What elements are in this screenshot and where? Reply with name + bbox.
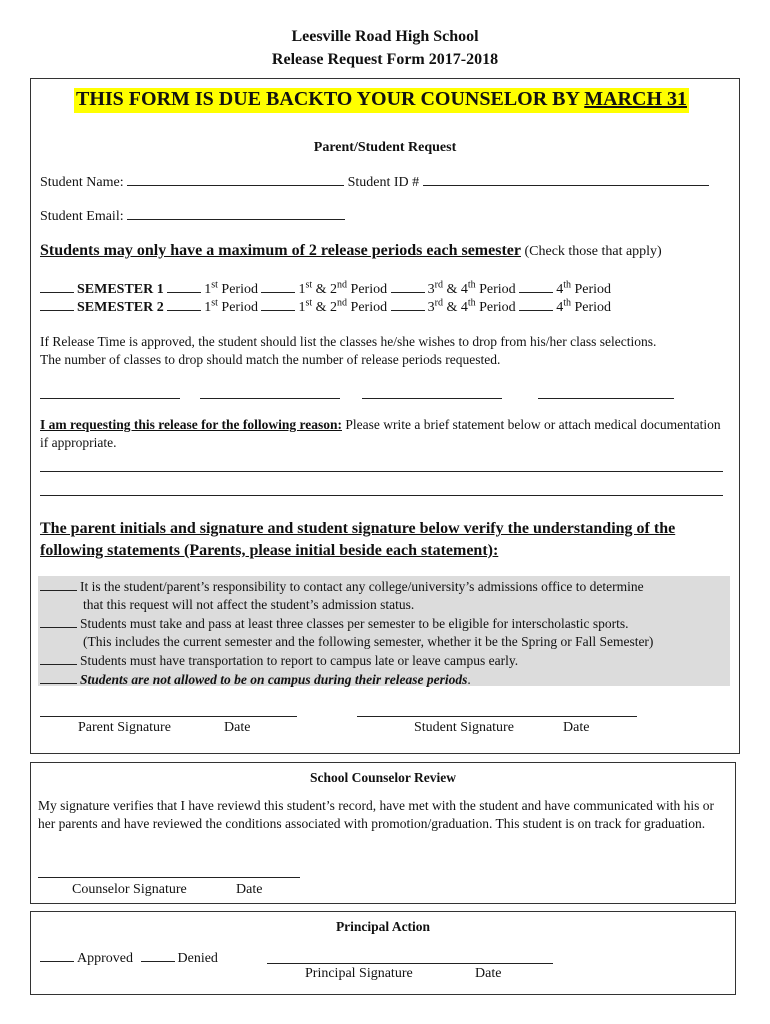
release-time-note: If Release Time is approved, the student should list the classes he/she wishes to drop from his/her class selections. The number of classes to drop should match the number of release periods requested. — [40, 334, 657, 367]
semester-2-check[interactable] — [40, 297, 74, 311]
student-email-label: Student Email: — [40, 209, 124, 224]
principal-decision-row — [40, 948, 218, 967]
counselor-signature-field[interactable] — [38, 876, 300, 878]
statement-4: Students are not allowed to be on campus during their release periods. — [40, 670, 730, 689]
statement-4-initials[interactable] — [40, 670, 77, 684]
semester-1-label: SEMESTER 1 — [77, 282, 164, 297]
class-drop-field-2[interactable] — [200, 397, 340, 399]
student-signature-label: Student Signature — [414, 720, 514, 735]
semester-2-period-12-check[interactable] — [261, 297, 295, 311]
statement-3-initials[interactable] — [40, 651, 77, 665]
semester-2-period-34-check[interactable] — [391, 297, 425, 311]
student-name-field[interactable] — [127, 171, 344, 186]
class-drop-field-1[interactable] — [40, 397, 180, 399]
reason-block — [40, 416, 730, 452]
statement-1-cont: that this request will not affect the student’s admission status. — [83, 597, 415, 612]
statement-2: Students must take and pass at least three classes per semester to be eligible for interscholastic sports. — [40, 614, 730, 633]
request-section-title: Parent/Student Request — [313, 140, 457, 155]
periods-heading: Students may only have a maximum of 2 release periods each semester — [40, 242, 521, 259]
semester-1-check[interactable] — [40, 279, 74, 293]
student-signature-field[interactable] — [357, 715, 637, 717]
statement-2-initials[interactable] — [40, 614, 77, 628]
period-34-label: 3rd & 4th Period — [427, 297, 516, 315]
class-drop-field-4[interactable] — [538, 397, 674, 399]
semester-1-period-34-check[interactable] — [391, 279, 425, 293]
school-name: Leesville Road High School — [291, 28, 479, 45]
semester-1-period-12-check[interactable] — [261, 279, 295, 293]
due-banner — [74, 88, 689, 113]
reason-instructions: Please write a brief statement below or attach medical documentation if appropriate. — [40, 417, 721, 450]
periods-heading-row — [40, 242, 662, 260]
semester-1-period-4-check[interactable] — [519, 279, 553, 293]
semester-1-period-1-check[interactable] — [167, 279, 201, 293]
banner-deadline: MARCH 31 — [584, 88, 687, 110]
student-name-row — [40, 171, 709, 191]
statement-2-cont: (This includes the current semester and the following semester, whether it be the Spring or Fall Semester) — [83, 634, 654, 649]
parent-date-label: Date — [224, 720, 251, 735]
counselor-text: My signature verifies that I have reviewd this student’s record, have met with the student and have communicated with his or her parents and have reviewed the conditions associated with promotion/graduation. This student is on track for graduation. — [38, 798, 714, 831]
principal-title: Principal Action — [335, 919, 431, 934]
reason-line-2[interactable] — [40, 494, 723, 496]
period-4-label: 4th Period — [556, 297, 612, 315]
counselor-signature-label: Counselor Signature — [72, 882, 187, 897]
semester-2-period-1-check[interactable] — [167, 297, 201, 311]
reason-label: I am requesting this release for the following reason: — [40, 417, 342, 432]
statement-1-initials[interactable] — [40, 577, 77, 591]
form-title: Release Request Form 2017-2018 — [271, 51, 499, 68]
student-email-field[interactable] — [127, 205, 345, 220]
class-drop-field-3[interactable] — [362, 397, 502, 399]
principal-signature-label: Principal Signature — [305, 966, 413, 981]
student-email-row — [40, 205, 345, 225]
parent-signature-field[interactable] — [40, 715, 297, 717]
period-1-label: 1st Period — [204, 297, 258, 315]
period-34-label: 3rd & 4th Period — [427, 279, 516, 297]
denied-label: Denied — [177, 951, 218, 966]
banner-text: THIS FORM IS DUE BACKTO YOUR COUNSELOR BY — [76, 88, 585, 110]
counselor-title: School Counselor Review — [309, 770, 456, 785]
semester-2-period-4-check[interactable] — [519, 297, 553, 311]
statement-3: Students must have transportation to report to campus late or leave campus early. — [40, 651, 730, 670]
period-12-label: 1st & 2nd Period — [298, 297, 388, 315]
student-id-label: Student ID # — [347, 175, 420, 190]
period-1-label: 1st Period — [204, 279, 258, 297]
reason-line-1[interactable] — [40, 470, 723, 472]
student-date-label: Date — [563, 720, 590, 735]
student-name-label: Student Name: — [40, 175, 124, 190]
semester-1-row — [40, 279, 611, 298]
semester-2-row — [40, 297, 611, 316]
student-id-field[interactable] — [423, 171, 709, 186]
statement-1: It is the student/parent’s responsibility to contact any college/university’s admissions office to determine — [40, 577, 730, 596]
statements-list — [40, 577, 730, 689]
parent-signature-label: Parent Signature — [78, 720, 171, 735]
approved-label: Approved — [77, 951, 133, 966]
semester-2-label: SEMESTER 2 — [77, 300, 164, 315]
period-4-label: 4th Period — [556, 279, 612, 297]
approved-check[interactable] — [40, 948, 74, 962]
periods-note: (Check those that apply) — [524, 244, 662, 259]
counselor-date-label: Date — [236, 882, 263, 897]
principal-date-label: Date — [475, 966, 502, 981]
denied-check[interactable] — [141, 948, 175, 962]
period-12-label: 1st & 2nd Period — [298, 279, 388, 297]
statements-heading: The parent initials and signature and student signature below verify the understanding of the following statements (Parents, please initial beside each statement): — [40, 520, 676, 559]
principal-signature-field[interactable] — [267, 962, 553, 964]
